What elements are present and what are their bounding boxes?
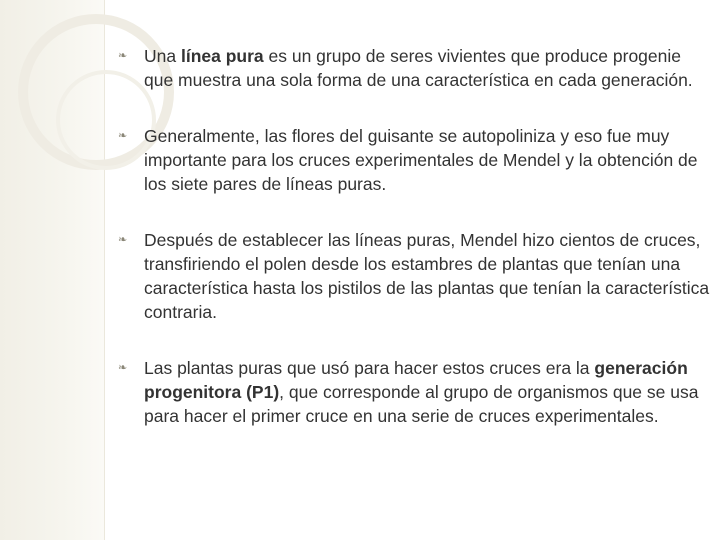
bullet-text-bold: línea pura xyxy=(180,46,264,66)
bullet-text-bold: generación progenitora (P1) xyxy=(144,358,688,402)
bullet-leaf-icon: ❧ xyxy=(118,362,128,374)
bullet-item xyxy=(118,124,710,196)
bullet-list xyxy=(118,44,710,428)
bullet-leaf-icon: ❧ xyxy=(118,50,128,62)
bullet-text-segment: Las plantas puras que usó para hacer estos cruces era la xyxy=(144,358,595,378)
bullet-item xyxy=(118,44,710,92)
bullet-leaf-icon: ❧ xyxy=(118,234,128,246)
bullet-item xyxy=(118,356,710,428)
bullet-text-segment: es un grupo de seres vivientes que produce progenie que muestra una sola forma de una característica en cada generación. xyxy=(144,46,693,90)
bullet-item xyxy=(118,228,710,324)
bullet-text-segment: Después de establecer las líneas puras, Mendel hizo cientos de cruces, transfiriendo el polen desde los estambres de plantas que tenían una característica hasta los pistilos de las plantas que tenían la característica contraria. xyxy=(144,230,710,322)
bullet-text-segment: , que corresponde al grupo de organismos que se usa para hacer el primer cruce en una serie de cruces experimentales. xyxy=(144,382,699,426)
bullet-leaf-icon: ❧ xyxy=(118,130,128,142)
bullet-text-segment: Generalmente, las flores del guisante se autopoliniza y eso fue muy importante para los cruces experimentales de Mendel y la obtención de los siete pares de líneas puras. xyxy=(144,126,698,194)
bullet-text-segment: Una xyxy=(144,46,181,66)
